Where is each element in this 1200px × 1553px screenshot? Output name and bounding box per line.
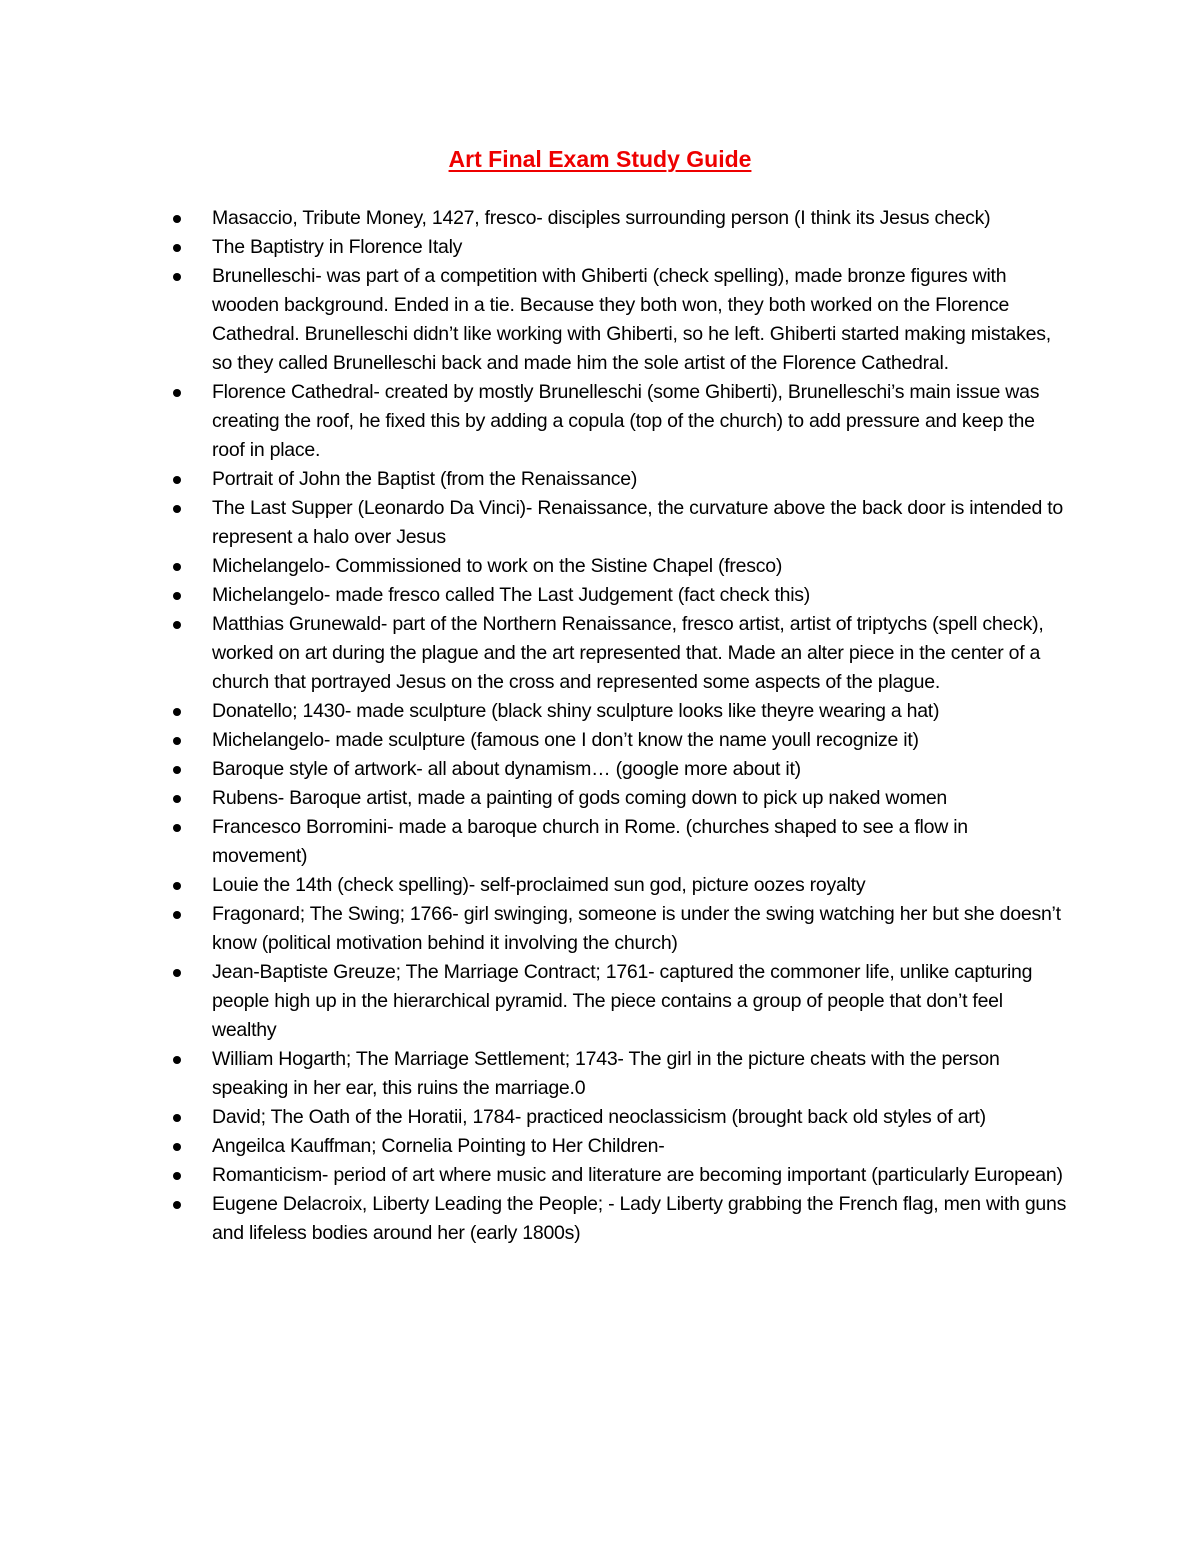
list-item: Baroque style of artwork- all about dynamism… (google more about it) [0, 755, 1068, 784]
list-item: Michelangelo- made fresco called The Last Judgement (fact check this) [0, 581, 1068, 610]
list-item: Brunelleschi- was part of a competition with Ghiberti (check spelling), made bronze figures with wooden background. Ended in a tie. Because they both won, they both worked on the Florence Cathedral. Brunelleschi didn’t like working with Ghiberti, so he left. Ghiberti started making mistakes, so they called Brunelleschi back and made him the sole artist of the Florence Cathedral. [0, 262, 1068, 378]
list-item: The Last Supper (Leonardo Da Vinci)- Renaissance, the curvature above the back door is intended to represent a halo over Jesus [0, 494, 1068, 552]
list-item: Matthias Grunewald- part of the Northern Renaissance, fresco artist, artist of triptychs (spell check), worked on art during the plague and the art represented that. Made an alter piece in the center of a church that portrayed Jesus on the cross and represented some aspects of the plague. [0, 610, 1068, 697]
document-title [0, 144, 1200, 174]
study-guide-list [0, 204, 1200, 1248]
document-title-text: Art Final Exam Study Guide [448, 146, 752, 172]
list-item: Rubens- Baroque artist, made a painting of gods coming down to pick up naked women [0, 784, 1068, 813]
list-item: William Hogarth; The Marriage Settlement; 1743- The girl in the picture cheats with the person speaking in her ear, this ruins the marriage.0 [0, 1045, 1068, 1103]
list-item: Romanticism- period of art where music and literature are becoming important (particularly European) [0, 1161, 1068, 1190]
list-item: Michelangelo- Commissioned to work on the Sistine Chapel (fresco) [0, 552, 1068, 581]
list-item: Angeilca Kauffman; Cornelia Pointing to Her Children- [0, 1132, 1068, 1161]
list-item: Florence Cathedral- created by mostly Brunelleschi (some Ghiberti), Brunelleschi’s main issue was creating the roof, he fixed this by adding a copula (top of the church) to add pressure and keep the roof in place. [0, 378, 1068, 465]
list-item: David; The Oath of the Horatii, 1784- practiced neoclassicism (brought back old styles of art) [0, 1103, 1068, 1132]
list-item: Fragonard; The Swing; 1766- girl swinging, someone is under the swing watching her but she doesn’t know (political motivation behind it involving the church) [0, 900, 1068, 958]
list-item: Eugene Delacroix, Liberty Leading the People; - Lady Liberty grabbing the French flag, men with guns and lifeless bodies around her (early 1800s) [0, 1190, 1068, 1248]
list-item: Portrait of John the Baptist (from the Renaissance) [0, 465, 1068, 494]
list-item: Michelangelo- made sculpture (famous one I don’t know the name youll recognize it) [0, 726, 1068, 755]
list-item: The Baptistry in Florence Italy [0, 233, 1068, 262]
list-item: Francesco Borromini- made a baroque church in Rome. (churches shaped to see a flow in movement) [0, 813, 1068, 871]
list-item: Jean-Baptiste Greuze; The Marriage Contract; 1761- captured the commoner life, unlike capturing people high up in the hierarchical pyramid. The piece contains a group of people that don’t feel wealthy [0, 958, 1068, 1045]
list-item: Louie the 14th (check spelling)- self-proclaimed sun god, picture oozes royalty [0, 871, 1068, 900]
list-item: Masaccio, Tribute Money, 1427, fresco- disciples surrounding person (I think its Jesus check) [0, 204, 1068, 233]
list-item: Donatello; 1430- made sculpture (black shiny sculpture looks like theyre wearing a hat) [0, 697, 1068, 726]
